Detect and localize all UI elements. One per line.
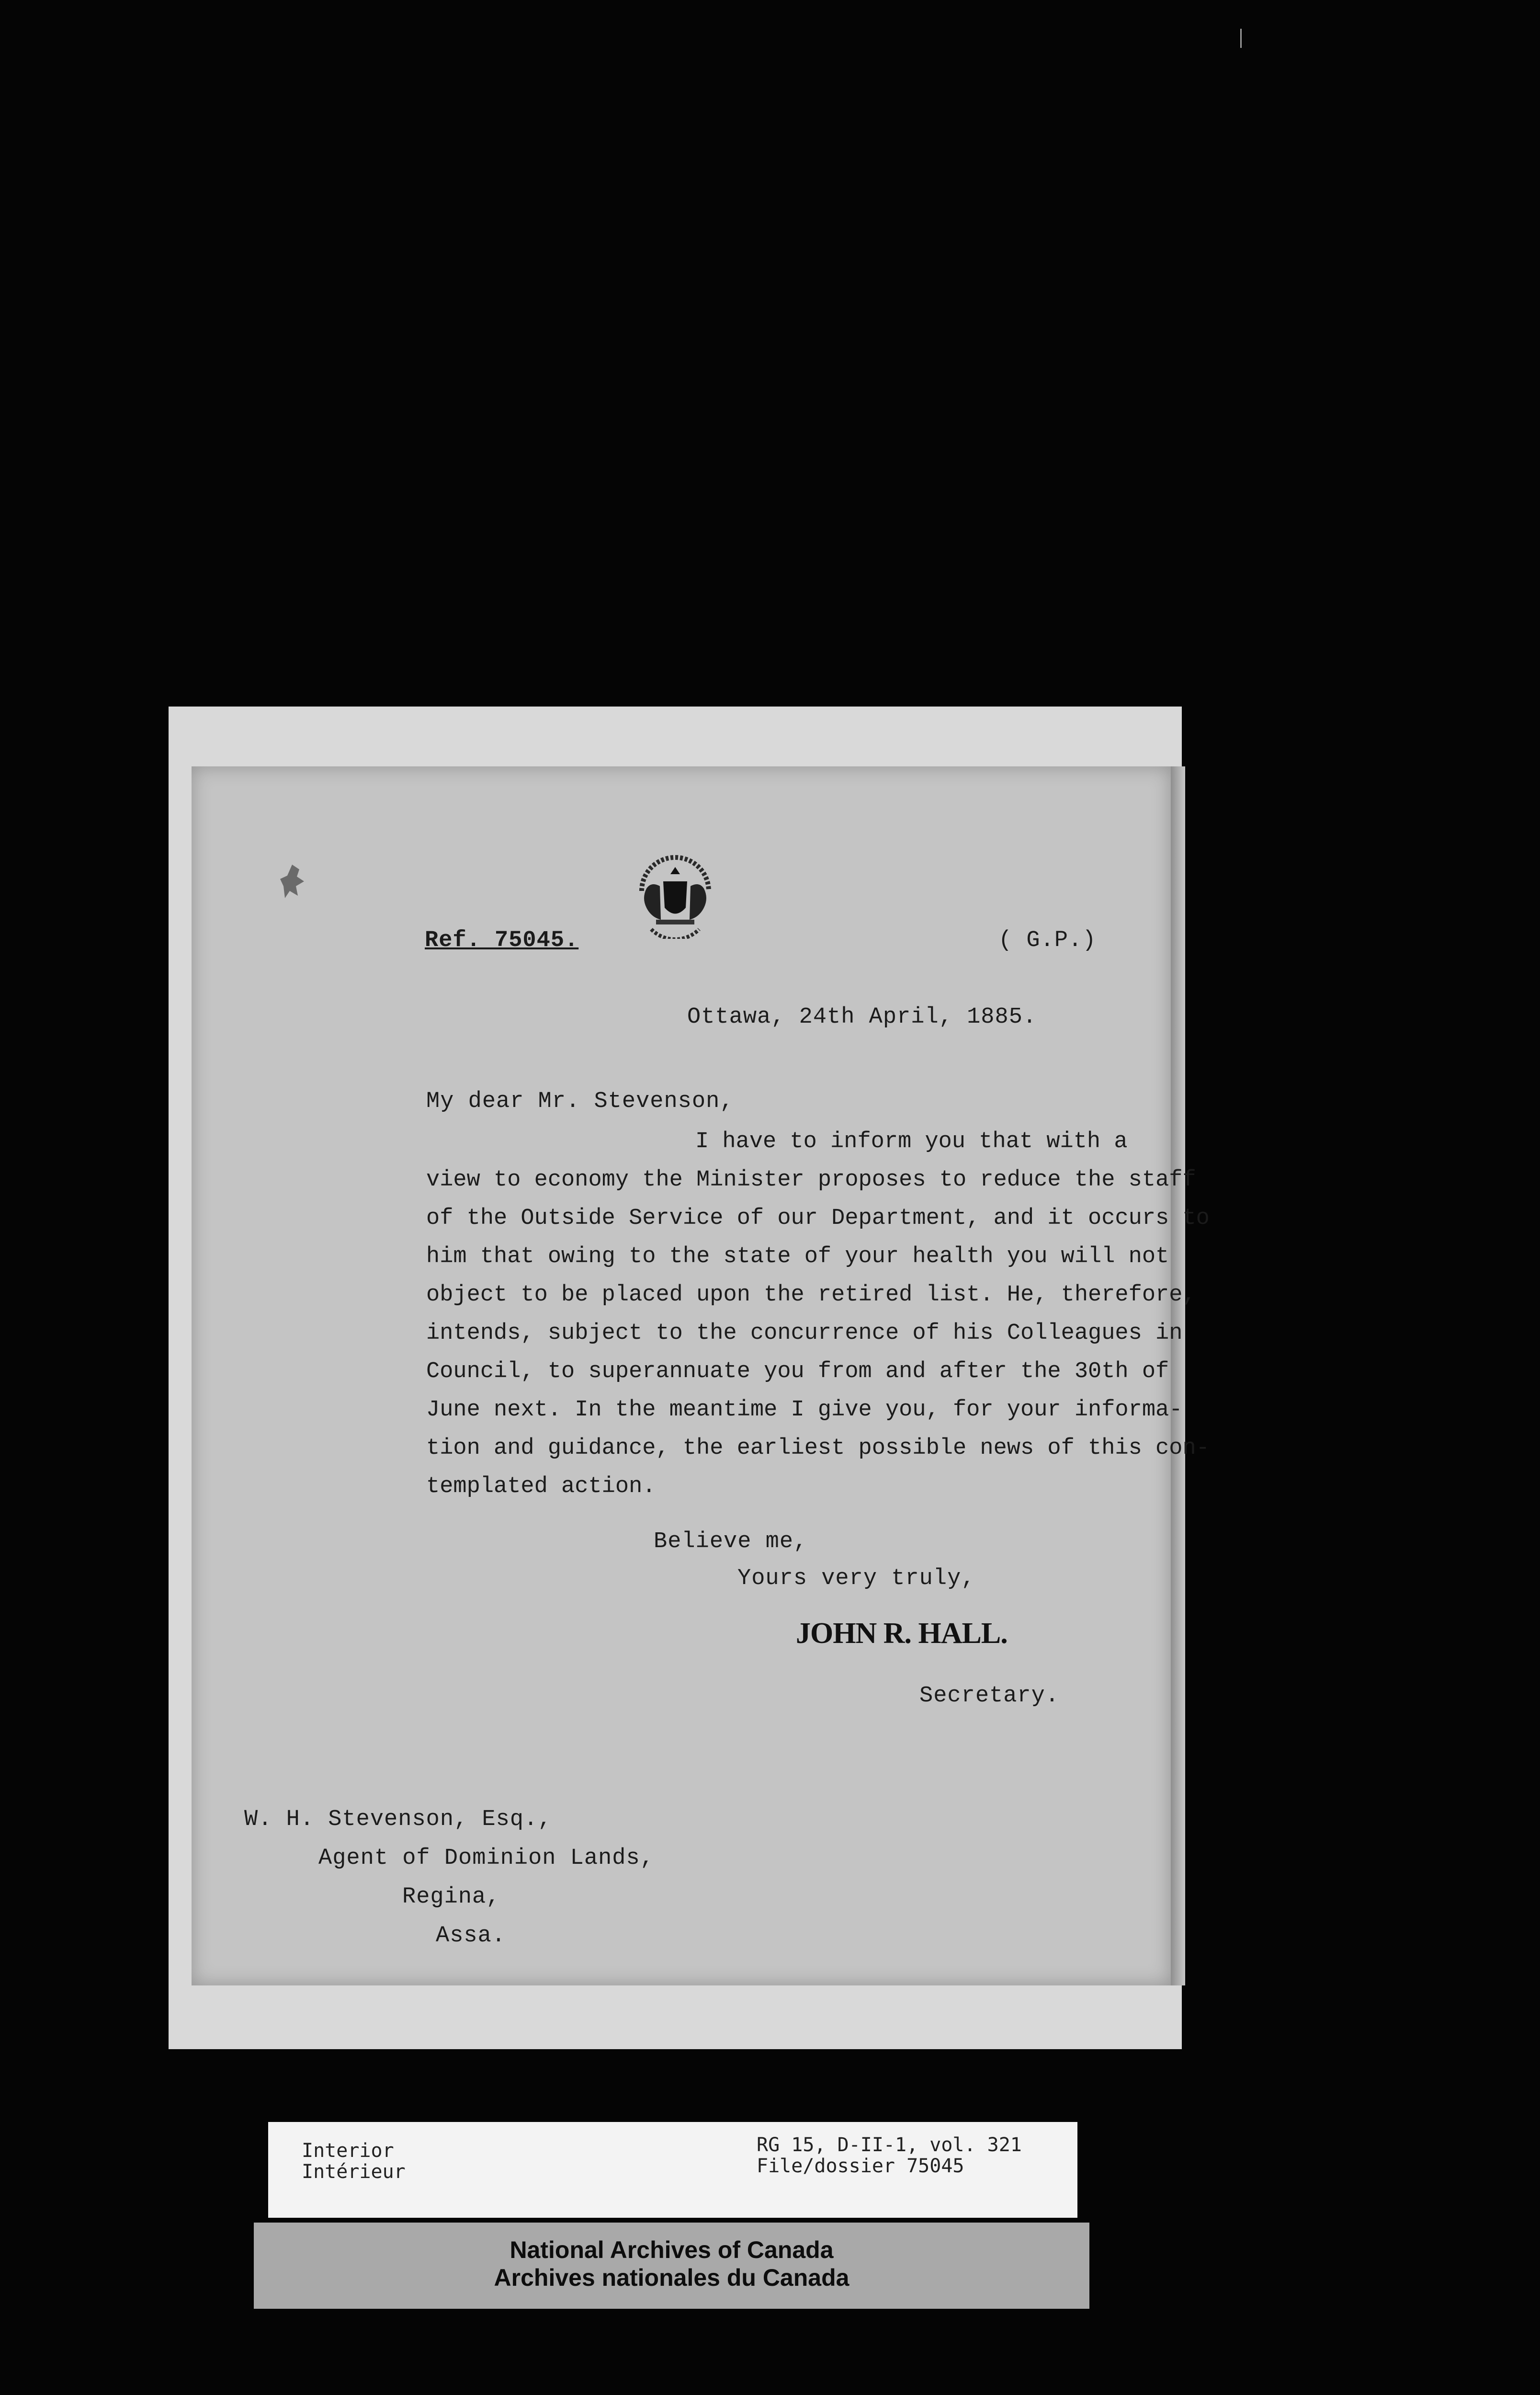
- body-line: tion and guidance, the earliest possible news of this con-: [426, 1436, 1210, 1461]
- file-code: ( G.P.): [998, 928, 1097, 953]
- body-line: Council, to superannuate you from and after the 30th of: [426, 1359, 1169, 1384]
- file-number: File/dossier 75045: [757, 2155, 964, 2177]
- department-fr: Intérieur: [302, 2161, 406, 2183]
- recipient-city: Regina,: [402, 1884, 500, 1910]
- archive-reference-label: [268, 2122, 1077, 2218]
- signature-stamp: JOHN R. HALL.: [796, 1617, 1008, 1650]
- record-group-reference: RG 15, D-II-1, vol. 321: [757, 2134, 1022, 2156]
- body-line: I have to inform you that with a: [695, 1129, 1128, 1154]
- ink-stain-icon: [278, 862, 311, 901]
- signer-title: Secretary.: [919, 1683, 1060, 1709]
- body-line: templated action.: [426, 1474, 656, 1499]
- body-line: intends, subject to the concurrence of his Colleagues in: [426, 1321, 1183, 1346]
- department-crest-icon: [632, 853, 718, 939]
- archives-banner: [254, 2223, 1089, 2309]
- department-en: Interior: [302, 2140, 394, 2162]
- body-line: June next. In the meantime I give you, for your informa-: [426, 1397, 1183, 1423]
- recipient-name: W. H. Stevenson, Esq.,: [244, 1807, 552, 1832]
- recipient-position: Agent of Dominion Lands,: [318, 1846, 654, 1871]
- page-edge-shadow: [1171, 766, 1185, 1985]
- reference-number: Ref. 75045.: [425, 928, 579, 953]
- archives-name-en: National Archives of Canada: [510, 2236, 834, 2263]
- closing-phrase: Believe me,: [654, 1529, 808, 1554]
- archives-name-fr: Archives nationales du Canada: [494, 2264, 849, 2291]
- recipient-district: Assa.: [436, 1923, 506, 1949]
- body-line: object to be placed upon the retired list. He, therefore,: [426, 1282, 1196, 1308]
- body-line: of the Outside Service of our Department, and it occurs to: [426, 1206, 1210, 1231]
- body-line: him that owing to the state of your health you will not: [426, 1244, 1169, 1269]
- salutation: My dear Mr. Stevenson,: [426, 1089, 734, 1114]
- body-line: view to economy the Minister proposes to reduce the staff: [426, 1167, 1196, 1193]
- scan-mark: [1240, 29, 1242, 48]
- valediction: Yours very truly,: [737, 1566, 975, 1591]
- letter-page: [192, 766, 1210, 1985]
- letter-date: Ottawa, 24th April, 1885.: [687, 1004, 1037, 1030]
